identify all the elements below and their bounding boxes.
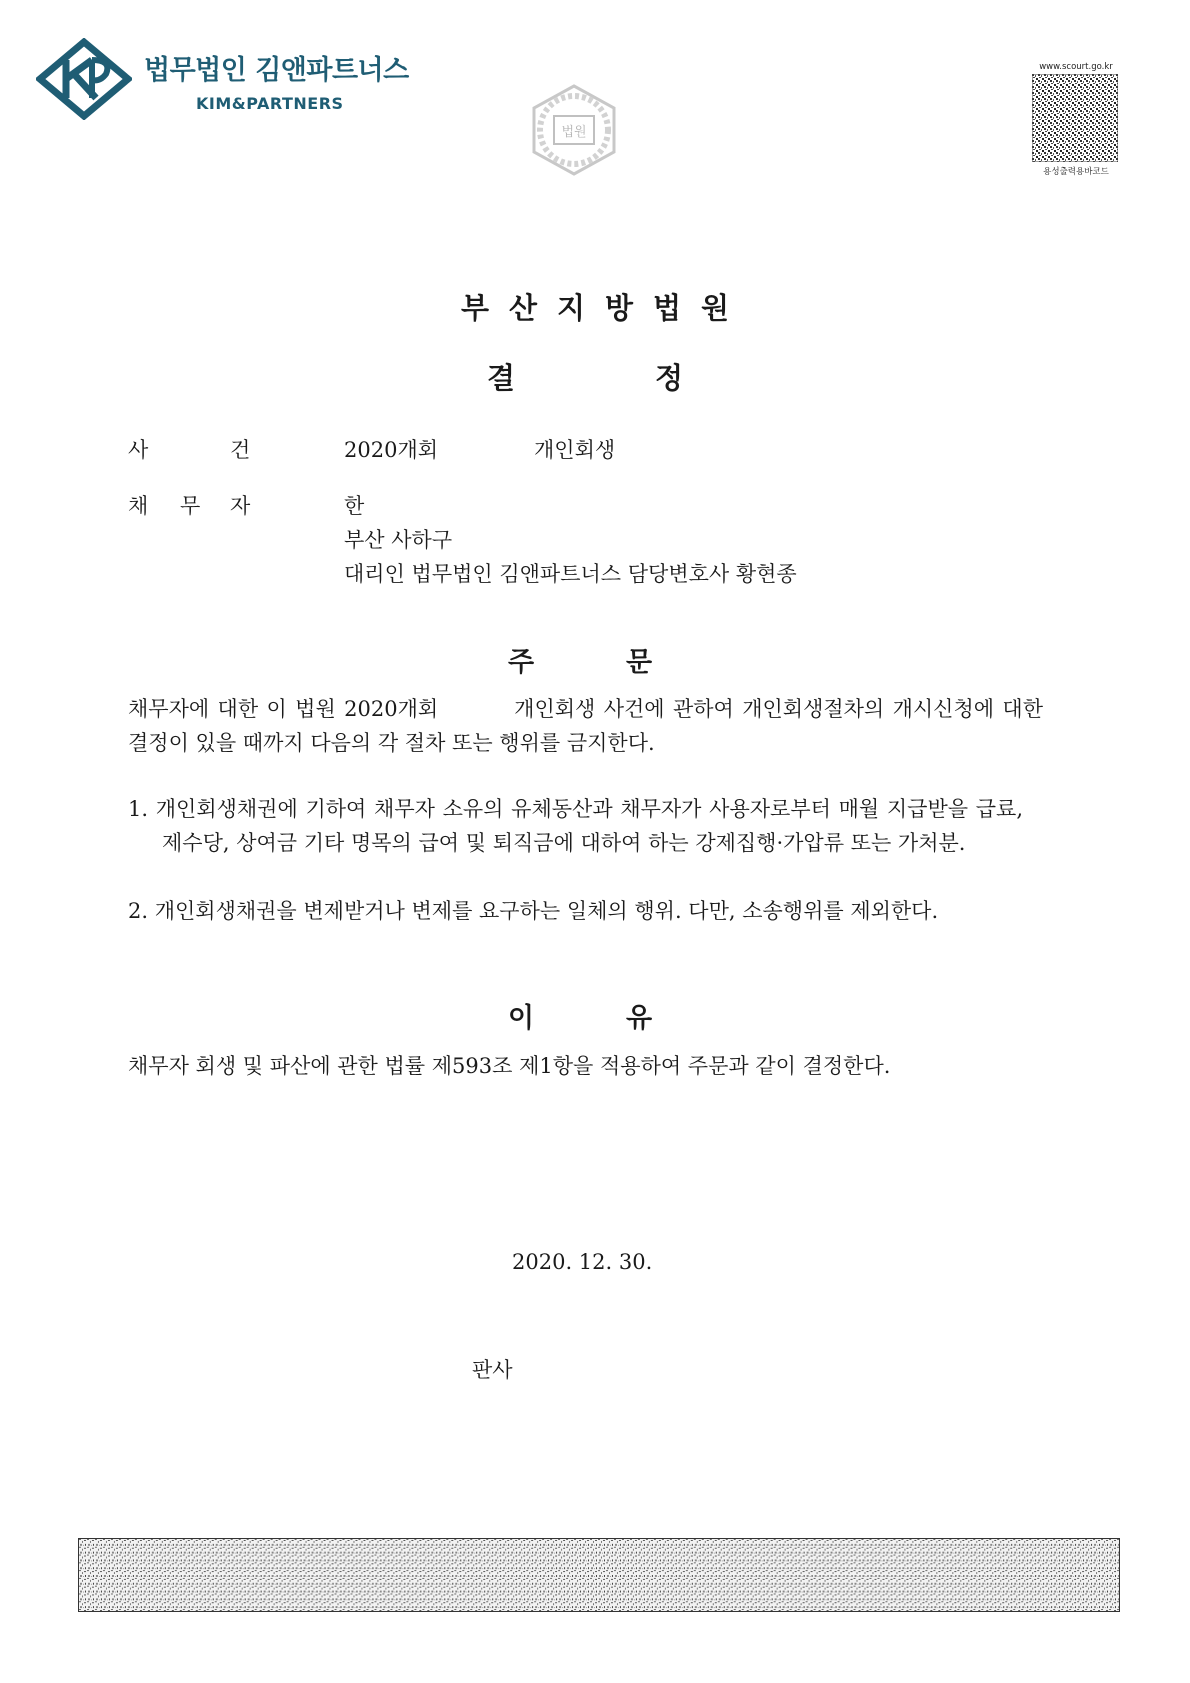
order-item-1: 1. 개인회생채권에 기하여 채무자 소유의 유체동산과 채무자가 사용자로부터 매월 지급받을 급료, 제수당, 상여금 기타 명목의 급여 및 퇴직금에 대하여 하는 강제집행·가압류 또는 가처분. — [128, 797, 1023, 855]
debtor-address: 부산 사하구 — [344, 528, 453, 552]
court-seal-emblem — [526, 80, 622, 180]
order-intro-part1: 채무자에 대한 이 법원 2020개회 — [128, 697, 439, 721]
reason-heading-left: 이 — [508, 1003, 535, 1034]
case-name: 개인회생 — [534, 438, 616, 462]
logo-korean-name: 법무법인 김앤파트너스 — [144, 55, 409, 86]
debtor-label-char-3: 자 — [230, 494, 251, 518]
debtor-name: 한 — [344, 494, 365, 518]
judge-label: 판사 — [472, 1358, 513, 1382]
reason-text: 채무자 회생 및 파산에 관한 법률 제593조 제1항을 적용하여 주문과 같이 결정한다. — [128, 1054, 891, 1078]
barcode-caption: 용성출력용바코드 — [1043, 167, 1109, 177]
reason-heading-right: 유 — [626, 1003, 653, 1034]
case-number: 2020개회 — [344, 438, 439, 462]
bottom-document-barcode — [78, 1538, 1120, 1612]
order-heading-left: 주 — [508, 647, 535, 678]
document-title-right: 정 — [655, 361, 684, 395]
logo-english-name: KIM&PARTNERS — [196, 94, 344, 113]
order-item-2: 2. 개인회생채권을 변제받거나 변제를 요구하는 일체의 행위. 다만, 소송행위를 제외한다. — [128, 899, 939, 923]
debtor-representative: 대리인 법무법인 김앤파트너스 담당변호사 황현종 — [344, 562, 797, 586]
qr-barcode-icon — [1032, 74, 1118, 162]
debtor-label-char-1: 채 — [128, 494, 149, 518]
law-firm-logo — [36, 38, 456, 120]
decision-date: 2020. 12. 30. — [512, 1250, 653, 1274]
seal-text: 법원 — [561, 125, 587, 140]
case-label-char-1: 사 — [128, 438, 149, 462]
case-label-char-2: 건 — [230, 438, 251, 462]
order-intro-part2: 개인회생 사건에 관하여 개인회생절차의 개시신청에 대한 결정이 있을 때까지 다음의 각 절차 또는 행위를 금지한다. — [128, 697, 1043, 755]
debtor-label-char-2: 무 — [180, 494, 201, 518]
verification-barcode — [1030, 62, 1122, 180]
document-title-left: 결 — [487, 361, 516, 395]
law-firm-logo-mark-icon — [36, 38, 132, 120]
barcode-url: www.scourt.go.kr — [1039, 62, 1113, 72]
order-heading-right: 문 — [626, 647, 653, 678]
order-intro — [128, 692, 1043, 760]
court-name: 부산지방법원 — [460, 291, 750, 325]
